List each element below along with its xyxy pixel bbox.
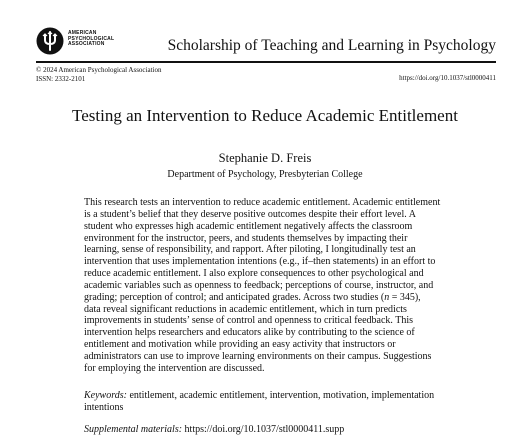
abstract-line: entitlement and motivation while providing an easy activity that instructors or — [84, 339, 396, 351]
abstract-line: intervention helps researchers and educators alike by contributing to the science of — [84, 327, 415, 339]
publisher-line: AMERICAN — [68, 30, 97, 36]
abstract-line: improvements in students’ sense of control and openness to critical feedback. This — [84, 315, 413, 327]
abstract-line: administrators can use to improve learning environments on their campus. Suggestions — [84, 350, 432, 362]
apa-psi-logo-icon — [36, 27, 64, 55]
publisher-name — [68, 31, 114, 48]
author-name: Stephanie D. Freis — [218, 151, 312, 165]
abstract-line: grading; perception of control; and anticipated grades. Across two studies (n = 345), — [84, 291, 421, 303]
keywords-text: entitlement, academic entitlement, intervention, motivation, implementation intentions — [84, 390, 435, 413]
publication-meta — [36, 66, 161, 83]
abstract-line: student who expresses high academic entitlement negatively affects the classroom — [84, 220, 413, 232]
abstract-line: academic variables such as openness to feedback; perceptions of course, instructor, and — [84, 279, 434, 291]
keywords — [84, 390, 454, 414]
publisher-line: ASSOCIATION — [68, 41, 105, 48]
header-rule — [36, 61, 496, 63]
doi-link[interactable]: https://doi.org/10.1037/stl0000411 — [399, 74, 496, 82]
author-affiliation: Department of Psychology, Presbyterian College — [167, 169, 363, 180]
keywords-label: Keywords: — [84, 390, 127, 401]
supplemental-link[interactable]: https://doi.org/10.1037/stl0000411.supp — [184, 424, 345, 435]
journal-header — [36, 27, 496, 61]
abstract-line: is a student’s belief that they deserve positive outcomes despite their effort level. A — [84, 208, 416, 220]
abstract-line: intervention that uses implementation intentions (e.g., if–then statements) in an effort to — [84, 256, 436, 268]
abstract-line: learning, sense of responsibility, and rapport. After piloting, I longitudinally test an — [84, 244, 416, 256]
abstract-line: environment for the instructor, peers, and students themselves by impacting their — [84, 232, 408, 244]
copyright-text: © 2024 American Psychological Association — [36, 66, 162, 74]
supplemental-label: Supplemental materials: — [84, 424, 183, 435]
abstract-line: for employing the intervention are discussed. — [84, 362, 265, 374]
publisher-line: PSYCHOLOGICAL — [68, 35, 115, 42]
abstract — [84, 197, 454, 375]
abstract-line: data reveal significant reductions in academic entitlement, which in turn predicts — [84, 303, 407, 315]
abstract-line: This research tests an intervention to reduce academic entitlement. Academic entitlement — [84, 197, 441, 208]
article-title: Testing an Intervention to Reduce Academic Entitlement — [72, 106, 458, 125]
abstract-line: reduce academic entitlement. I also explore consequences to other psychological and — [84, 268, 424, 280]
supplemental-materials — [84, 424, 344, 435]
issn-text: ISSN: 2332-2101 — [36, 74, 86, 83]
journal-title: Scholarship of Teaching and Learning in Psychology — [167, 37, 496, 54]
